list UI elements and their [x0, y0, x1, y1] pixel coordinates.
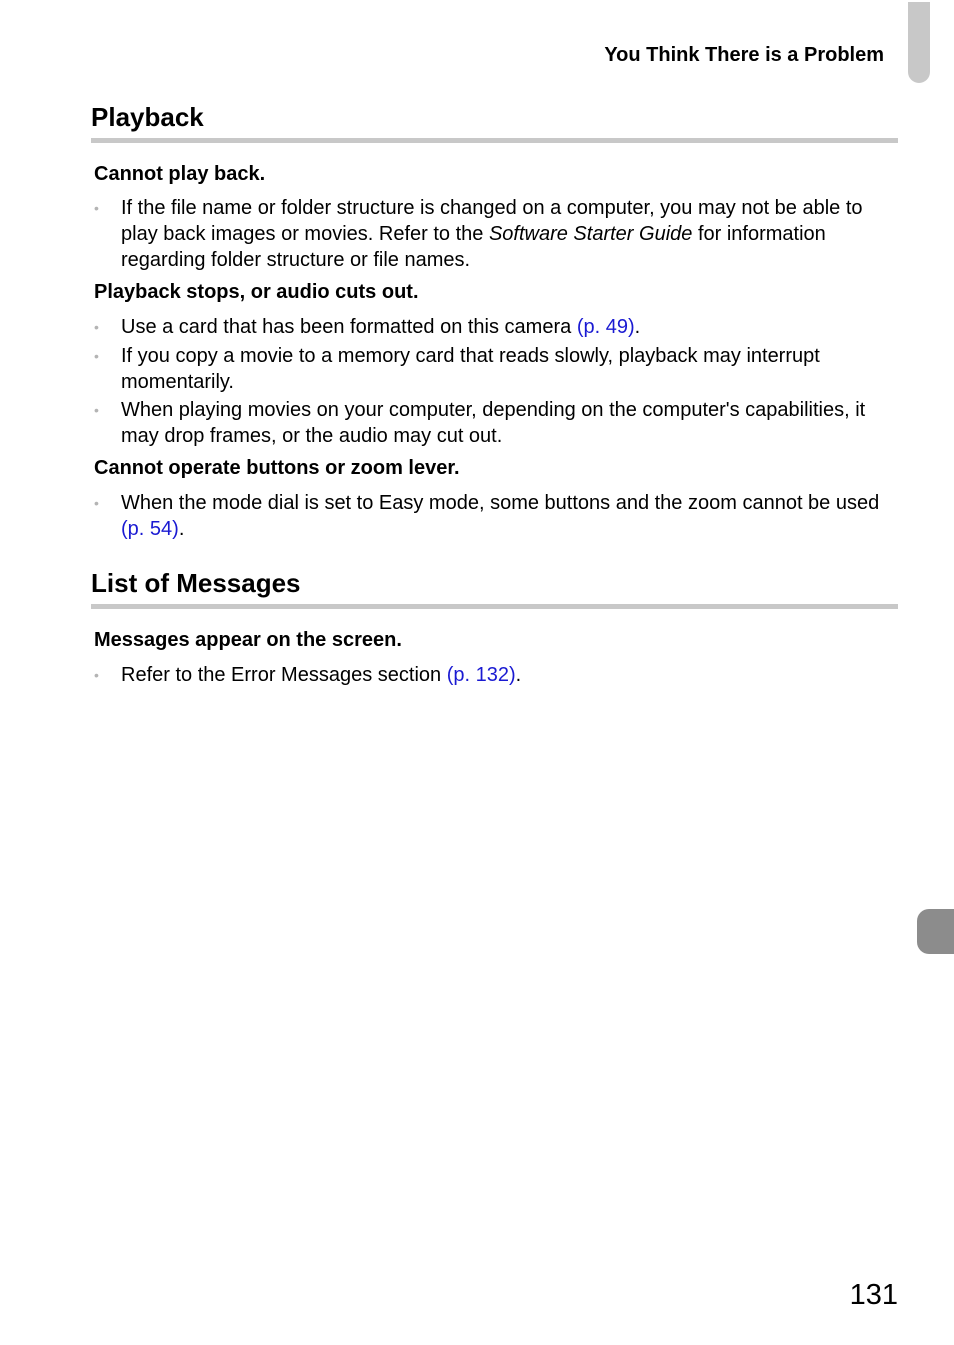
- bullet-icon: •: [94, 495, 99, 511]
- list-item-text: If the file name or folder structure is changed on a computer, you may not be able to play back images or movies. Refer to the Software Starter Guide for information regarding folder structure or file names.: [121, 197, 863, 271]
- sub-heading-cannot-play-back: Cannot play back.: [94, 163, 266, 185]
- list-item-text: Use a card that has been formatted on this camera (p. 49).: [121, 316, 641, 338]
- section-rule: [91, 138, 898, 143]
- section-rule: [91, 604, 898, 609]
- list-item: [94, 314, 894, 340]
- list-item-text: When playing movies on your computer, depending on the computer's capabilities, it may drop frames, or the audio may cut out.: [121, 399, 866, 447]
- page-link[interactable]: (p. 54): [121, 518, 179, 540]
- list-item: [94, 343, 894, 395]
- list-item-text: If you copy a movie to a memory card that reads slowly, playback may interrupt momentarily.: [121, 345, 820, 393]
- header-title: You Think There is a Problem: [604, 44, 884, 66]
- page-number: 131: [849, 1279, 898, 1311]
- list-item: [94, 397, 894, 449]
- list-item-text: Refer to the Error Messages section (p. 132).: [121, 664, 522, 686]
- list-item: [94, 195, 894, 273]
- bullet-icon: •: [94, 667, 99, 683]
- list-item-text: When the mode dial is set to Easy mode, some buttons and the zoom cannot be used (p. 54).: [121, 492, 880, 540]
- sub-heading-playback-stops: Playback stops, or audio cuts out.: [94, 281, 419, 303]
- bullet-icon: •: [94, 319, 99, 335]
- section-heading-playback: Playback: [91, 102, 204, 132]
- top-thumb-tab: [908, 2, 930, 83]
- page-link[interactable]: (p. 49): [576, 316, 635, 338]
- side-thumb-tab: [917, 909, 954, 954]
- sub-heading-messages-appear: Messages appear on the screen.: [94, 629, 402, 651]
- bullet-icon: •: [94, 348, 99, 364]
- sub-heading-cannot-operate-buttons: Cannot operate buttons or zoom lever.: [94, 457, 460, 479]
- bullet-icon: •: [94, 402, 99, 418]
- list-item: [94, 490, 894, 542]
- bullet-icon: •: [94, 200, 99, 216]
- page-link[interactable]: (p. 132): [446, 664, 516, 686]
- section-heading-list-of-messages: List of Messages: [91, 568, 301, 598]
- document-title-reference: Software Starter Guide: [488, 223, 693, 245]
- list-item: [94, 662, 894, 688]
